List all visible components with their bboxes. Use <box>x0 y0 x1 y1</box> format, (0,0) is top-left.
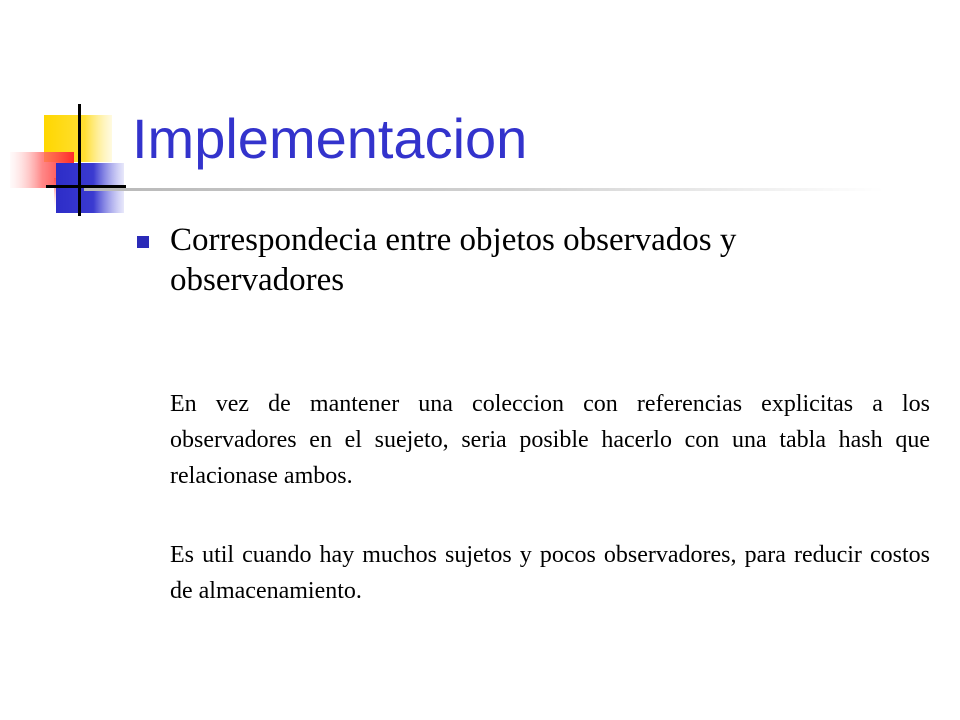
slide-title: Implementacion <box>132 107 528 170</box>
square-bullet-icon <box>137 236 149 248</box>
color-squares-logo-icon <box>0 0 140 230</box>
body-paragraph: En vez de mantener una coleccion con referencias explicitas a los observadores en el suejeto, seria posible hacerlo con una tabla hash que relacionase ambos. <box>170 391 930 489</box>
body-paragraph: Es util cuando hay muchos sujetos y pocos observadores, para reducir costos de almacenamiento. <box>170 542 930 604</box>
bullet-point: Correspondecia entre objetos observados y observadores <box>170 222 737 298</box>
title-divider <box>84 188 884 191</box>
